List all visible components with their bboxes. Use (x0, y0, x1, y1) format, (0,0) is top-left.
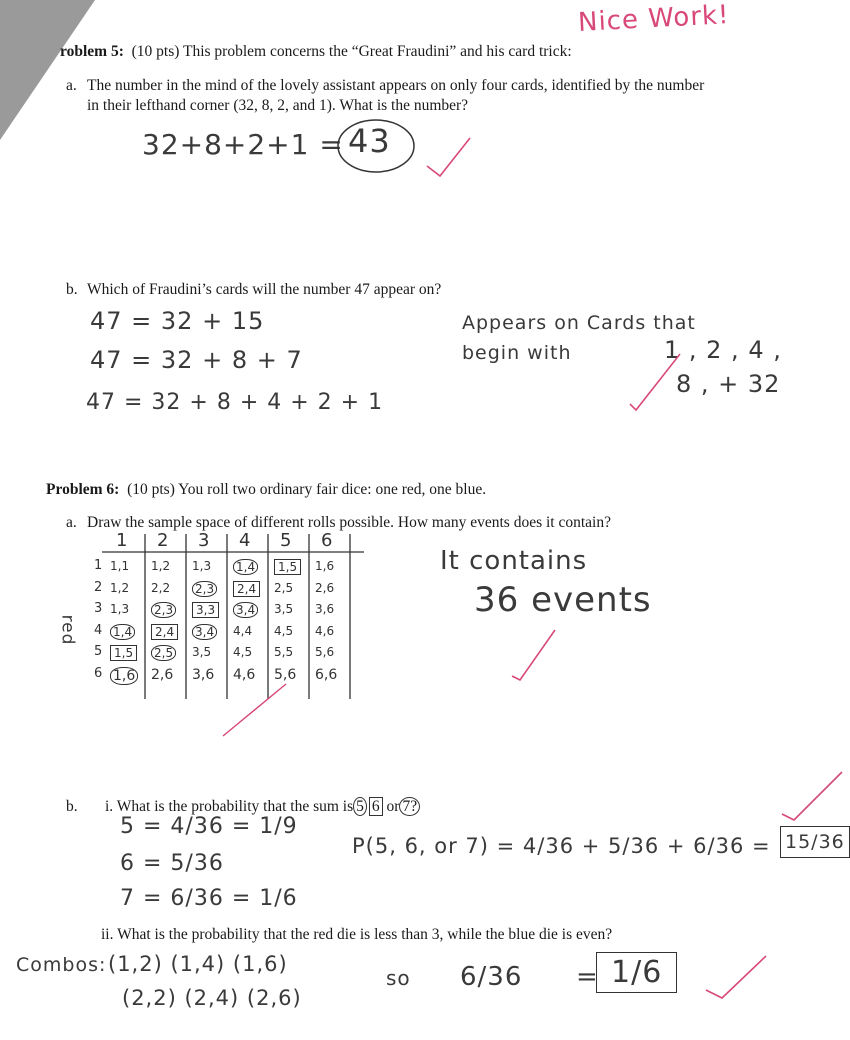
grid-cell: 2,3 (151, 602, 176, 618)
check-mark-6a (512, 630, 555, 680)
grid-cell: 5,6 (315, 645, 335, 659)
grid-cell: 1,6 (110, 667, 138, 685)
problem6-b-ii-fraction: 6/36 (460, 962, 523, 992)
grid-axis-label: red (57, 614, 78, 646)
grid-row-header: 3 (94, 601, 103, 616)
problem5-a-label: a. (66, 77, 77, 94)
problem5-b-answer-nums1: 1 , 2 , 4 , (664, 336, 782, 364)
grid-row-header: 6 (94, 665, 103, 681)
problem6-b-ii-combos-line2: (2,2) (2,4) (2,6) (122, 986, 302, 1010)
grader-note: Nice Work! (577, 0, 731, 38)
grid-cell: 2,6 (315, 580, 335, 595)
grid-cell: 1,2 (110, 580, 130, 595)
problem6-intro: (10 pts) You roll two ordinary fair dice: one red, one blue. (127, 481, 487, 498)
grid-col-header: 3 (198, 530, 210, 551)
problem6-heading: Problem 6: (46, 481, 120, 498)
grid-cell: 1,6 (315, 559, 335, 573)
grid-cell: 4,6 (315, 623, 335, 638)
problem6-a-answer-line1: It contains (440, 546, 588, 576)
problem6-b-i-or: or (386, 798, 400, 815)
problem6-a-question: Draw the sample space of different rolls possible. How many events does it contain? (87, 514, 611, 531)
grid-cell: 3,4 (233, 602, 258, 618)
problem6-b-i-question: What is the probability that the sum is (116, 798, 354, 815)
problem5-b-work-1: 47 = 32 + 15 (90, 307, 265, 335)
problem6-a-answer-line2: 36 events (474, 580, 652, 620)
problem6-b-ii-final: 1/6 (596, 952, 677, 993)
grid-cell: 3,5 (192, 645, 212, 659)
grid-tick-mark (223, 684, 286, 736)
problem6-a-label: a. (66, 514, 77, 531)
grid-col-header: 6 (321, 530, 333, 551)
grid-cell: 4,5 (274, 623, 294, 638)
grid-cell: 5,6 (274, 666, 297, 683)
grid-cell: 6,6 (315, 666, 338, 683)
grid-cell: 3,4 (192, 624, 217, 640)
grid-col-header: 4 (239, 530, 251, 551)
problem5-heading: roblem 5: (60, 43, 124, 60)
grid-cell: 4,6 (233, 666, 256, 683)
problem6-b-ii-so: so (386, 966, 411, 990)
problem6-b-ii-eq: = (576, 962, 599, 992)
grid-cell: 2,2 (151, 580, 171, 595)
problem5-b-work-2: 47 = 32 + 8 + 7 (90, 346, 303, 374)
grid-cell: 2,6 (151, 666, 174, 683)
grid-cell: 5,5 (274, 645, 294, 659)
problem6-b-i-label: i. (105, 798, 114, 815)
grid-cell: 3,3 (192, 602, 219, 618)
problem5-intro: (10 pts) This problem concerns the “Great Fraudini” and his card trick: (131, 43, 572, 60)
grid-cell: 3,6 (192, 666, 215, 683)
problem5-b-answer-line2: begin with (462, 342, 572, 364)
grid-cell: 2,4 (151, 624, 178, 640)
grid-cell: 4,5 (233, 645, 253, 659)
grid-cell: 1,4 (110, 624, 135, 640)
problem5-a-line2: in their lefthand corner (32, 8, 2, and 1). What is the number? (87, 97, 469, 114)
problem5-a-answer: 43 (348, 122, 391, 160)
problem5-b-work-3: 47 = 32 + 8 + 4 + 2 + 1 (86, 390, 384, 415)
problem5-b-answer-line1: Appears on Cards that (462, 312, 696, 334)
grid-cell: 1,3 (110, 602, 130, 616)
problem6-b-i-work-3: 7 = 6/36 = 1/6 (120, 886, 298, 911)
grid-cell: 2,4 (233, 581, 260, 597)
grid-cell: 2,5 (274, 580, 294, 595)
grid-cell: 4,4 (233, 623, 253, 638)
grid-cell: 1,4 (233, 559, 258, 575)
problem6-b-i-final: 15/36 (780, 826, 850, 858)
problem5-a-work: 32+8+2+1 = (142, 128, 344, 161)
problem6-b-ii-question: What is the probability that the red die is less than 3, while the blue die is even? (117, 926, 613, 943)
grid-cell: 1,1 (110, 559, 130, 573)
grid-row-header: 5 (94, 644, 103, 659)
problem6-b-i-work-1: 5 = 4/36 = 1/9 (120, 814, 298, 839)
problem6-b-label: b. (66, 798, 78, 815)
problem6-b-i-seven: 7? (399, 797, 420, 816)
grid-col-header: 1 (116, 530, 128, 551)
check-mark-6bii (706, 956, 766, 998)
grid-cell: 1,5 (274, 559, 301, 575)
grid-cell: 3,6 (315, 602, 335, 616)
check-mark-5b (630, 354, 680, 410)
problem6-b-ii-label: ii. (101, 926, 114, 943)
problem6-b-i-answer: P(5, 6, or 7) = 4/36 + 5/36 + 6/36 = (352, 834, 771, 858)
grid-row-header: 1 (94, 558, 103, 573)
problem5-b-question: Which of Fraudini’s cards will the number 47 appear on? (87, 281, 442, 298)
grid-col-header: 2 (157, 530, 169, 551)
grid-cell: 3,5 (274, 602, 294, 616)
problem6-b-ii-combos-label: Combos: (16, 954, 107, 976)
answer-circle (338, 120, 414, 172)
grid-cell: 2,5 (151, 645, 176, 661)
problem6-b-ii-combos-line1: (1,2) (1,4) (1,6) (108, 952, 288, 976)
grid-row-header: 2 (94, 579, 103, 595)
check-mark-6bi (782, 772, 842, 820)
grid-cell: 1,2 (151, 559, 171, 573)
grid-cell: 2,3 (192, 581, 217, 597)
problem6-b-i-five: 5 (353, 797, 367, 816)
check-mark-5a (427, 138, 470, 176)
grid-cell: 1,3 (192, 559, 212, 573)
grid-col-header: 5 (280, 530, 292, 551)
problem5-b-answer-nums2: 8 , + 32 (676, 370, 781, 398)
problem5-b-label: b. (66, 281, 78, 298)
problem6-b-i-work-2: 6 = 5/36 (120, 851, 224, 876)
grid-cell: 1,5 (110, 645, 137, 661)
problem5-a-line1: The number in the mind of the lovely assistant appears on only four cards, identified by the number (87, 77, 705, 94)
problem6-b-i-six: 6 (369, 797, 383, 816)
grid-row-header: 4 (94, 622, 103, 638)
